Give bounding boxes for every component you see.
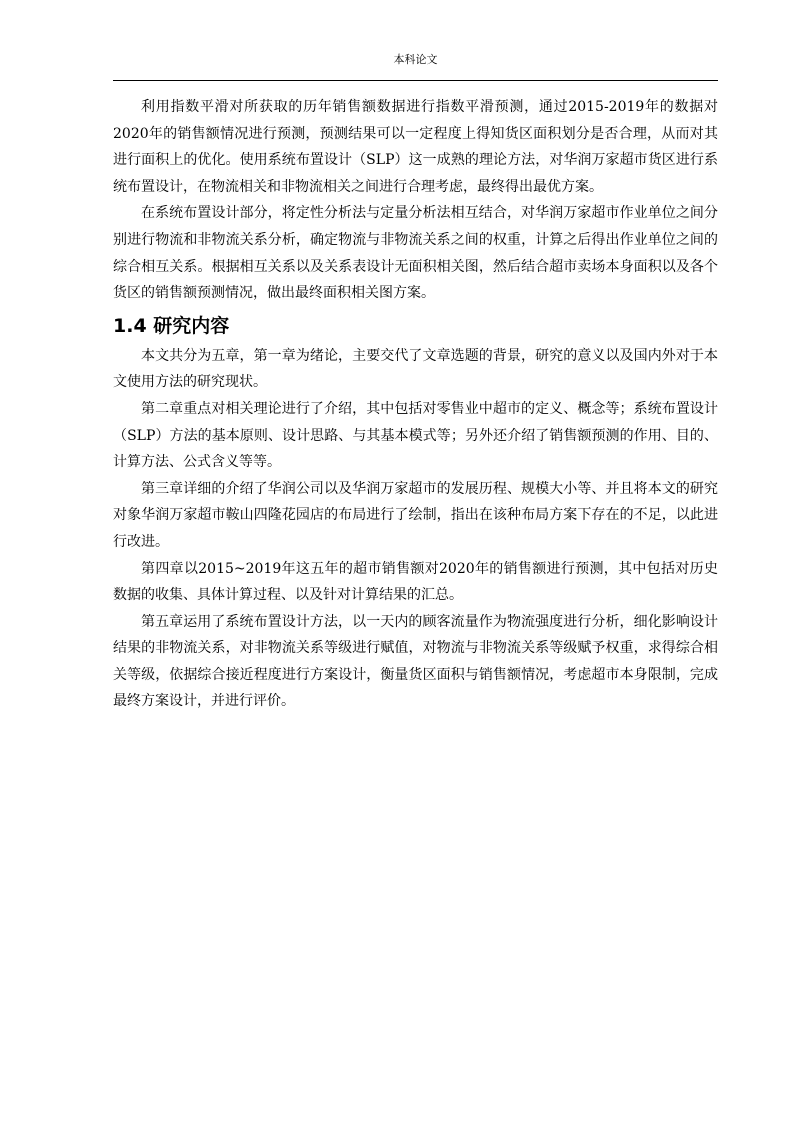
body-text [113,94,718,715]
paragraph: 第五章运用了系统布置设计方法，以一天内的顾客流量作为物流强度进行分析，细化影响设计结果的非物流关系，对非物流关系等级进行赋值，对物流与非物流关系等级赋予权重，求得综合相关等级，依据综合接近程度进行方案设计，衡量货区面积与销售额情况，考虑超市本身限制，完成最终方案设计，并进行评价。 [113,613,718,710]
page-header: 本科论文 [393,53,438,66]
paragraph: 本文共分为五章，第一章为绪论，主要交代了文章选题的背景，研究的意义以及国内外对于本文使用方法的研究现状。 [113,347,718,391]
paragraph: 利用指数平滑对所获取的历年销售额数据进行指数平滑预测，通过2015-2019年的数据对2020年的销售额情况进行预测，预测结果可以一定程度上得知货区面积划分是否合理，从而对其进行面积上的优化。使用系统布置设计（SLP）这一成熟的理论方法，对华润万家超市货区进行系统布置设计，在物流相关和非物流相关之间进行合理考虑，最终得出最优方案。 [113,99,718,195]
paragraph: 第二章重点对相关理论进行了介绍，其中包括对零售业中超市的定义、概念等；系统布置设计（SLP）方法的基本原则、设计思路、与其基本模式等；另外还介绍了销售额预测的作用、目的、计算方法、公式含义等等。 [113,400,718,471]
paragraph: 第四章以2015~2019年这五年的超市销售额对2020年的销售额进行预测，其中包括对历史数据的收集、具体计算过程、以及针对计算结果的汇总。 [113,560,718,604]
paragraph: 第三章详细的介绍了华润公司以及华润万家超市的发展历程、规模大小等、并且将本文的研究对象华润万家超市鞍山四隆花园店的布局进行了绘制，指出在该种布局方案下存在的不足，以此进行改进。 [113,480,718,550]
header-rule [113,80,718,81]
section-heading: 1.4 研究内容 [113,314,230,337]
paragraph: 在系统布置设计部分，将定性分析法与定量分析法相互结合，对华润万家超市作业单位之间分别进行物流和非物流关系分析，确定物流与非物流关系之间的权重，计算之后得出作业单位之间的综合相互关系。根据相互关系以及关系表设计无面积相关图，然后结合超市卖场本身面积以及各个货区的销售额预测情况，做出最终面积相关图方案。 [113,205,718,302]
